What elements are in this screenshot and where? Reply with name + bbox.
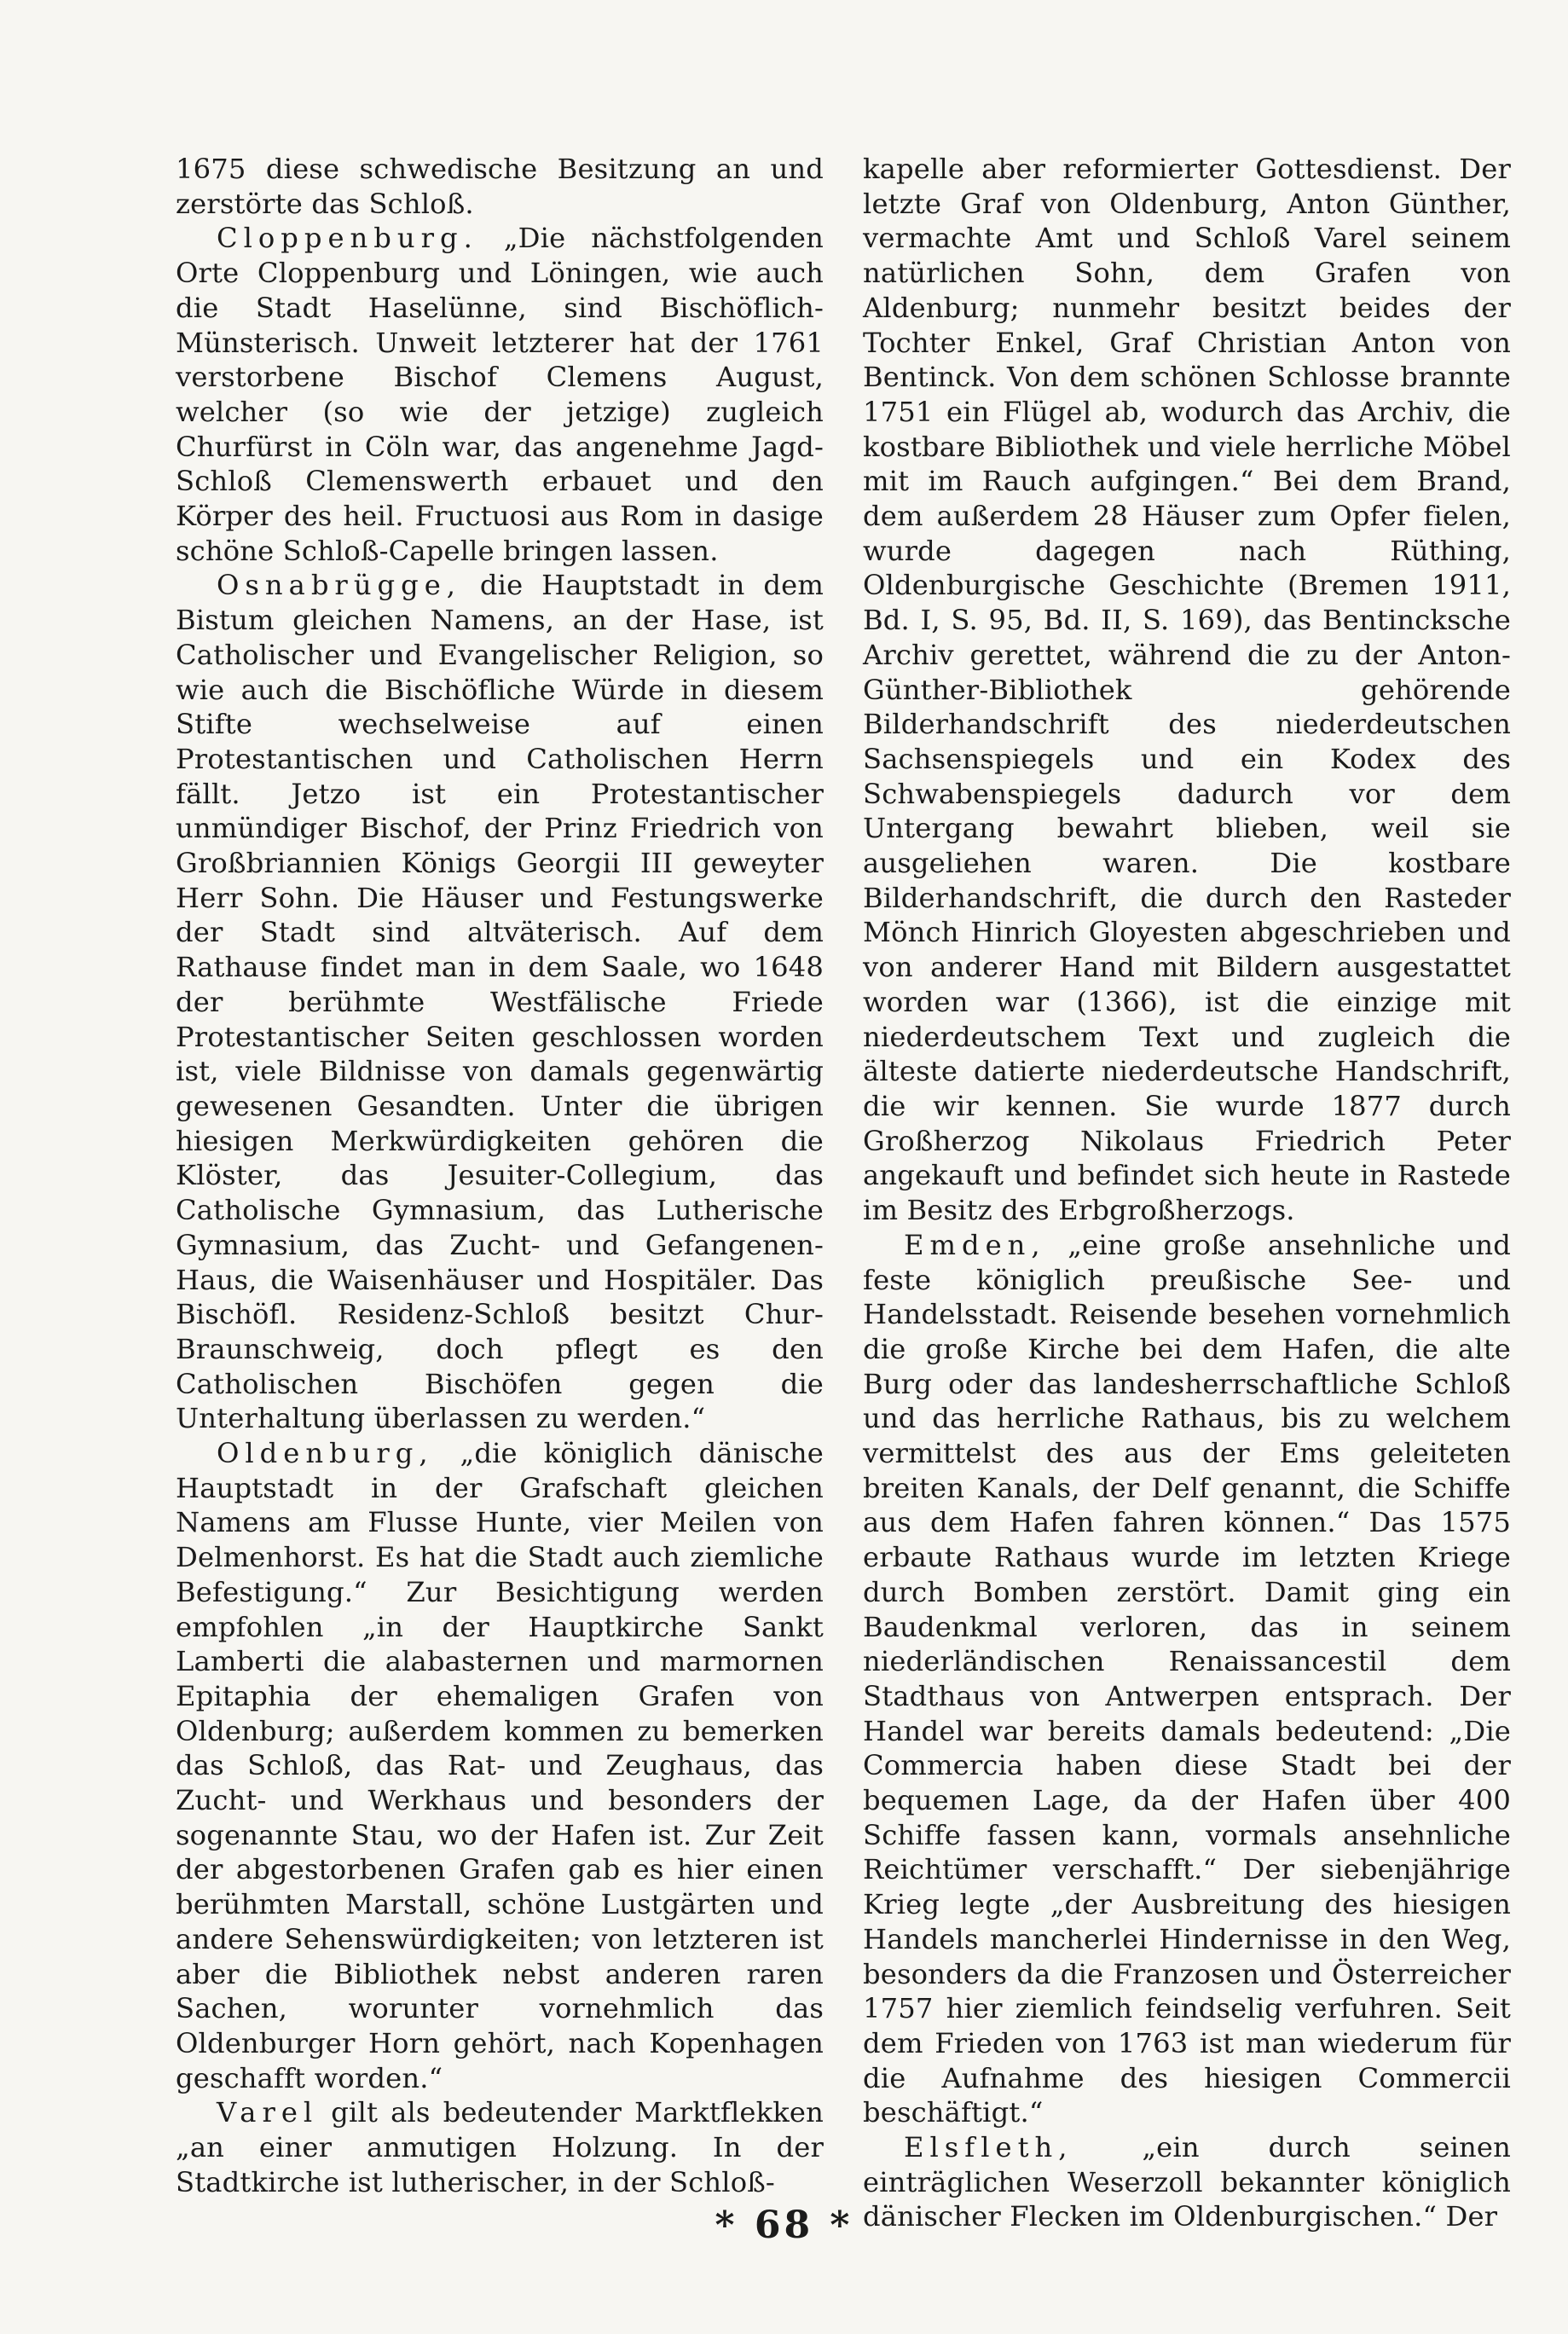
paragraph-osnabruegge: [176, 568, 824, 1436]
paragraph-varel-continued: [863, 152, 1511, 1228]
place-heading-oldenburg: Oldenburg,: [217, 1437, 434, 1470]
place-heading-elsfleth: Elsfleth,: [904, 2131, 1073, 2164]
paragraph-cloppenburg: [176, 221, 824, 568]
page-number: * 68 *: [715, 2204, 853, 2247]
place-heading-emden: Emden,: [904, 1228, 1046, 1261]
paragraph-text: 1675 diese schwedische Besitzung an und zerstörte das Schloß.: [176, 153, 824, 220]
paragraph-oldenburg: [176, 1436, 824, 2095]
paragraph-text: kapelle aber reformierter Gottesdienst. Der letzte Graf von Oldenburg, Anton Günther, vermachte Amt und Schloß Varel seinem natürlichen Sohn, dem Grafen von Aldenburg; nunmehr besitzt beides der Tochter Enkel, Graf Christian Anton von Bentinck. Von dem schönen Schlosse brannte 1751 ein Flügel ab, wodurch das Archiv, die kostbare Bibliothek und viele herrliche Möbel mit im Rauch aufgingen.“ Bei dem Brand, dem außerdem 28 Häuser zum Opfer fielen, wurde dagegen nach Rüthing, Oldenburgische Geschichte (Bremen 1911, Bd. I, S. 95, Bd. II, S. 169), das Bentinckschе Archiv gerettet, während die zu der Anton-Günther-Bibliothek gehörende Bilderhandschrift des niederdeutschen Sachsenspiegels und ein Kodex des Schwabenspiegels dadurch vor dem Untergang bewahrt blieben, weil sie ausgeliehen waren. Die kostbare Bilderhandschrift, die durch den Rasteder Mönch Hinrich Gloyesten abgeschrieben und von anderer Hand mit Bildern ausgestattet worden war (1366), ist die einzige mit niederdeutschem Text und zugleich die älteste datierte niederdeutsche Handschrift, die wir kennen. Sie wurde 1877 durch Großherzog Nikolaus Friedrich Peter angekauft und befindet sich heute in Rastede im Besitz des Erbgroßherzogs.: [863, 153, 1511, 1227]
paragraph-emden: [863, 1228, 1511, 2130]
paragraph-text: „Die nächstfolgenden Orte Cloppenburg und Löningen, wie auch die Stadt Haselünne, sind Bischöflich-Münsterisch. Unweit letzterer hat der 1761 verstorbene Bischof Clemens August, welcher (so wie der jetzige) zugleich Churfürst in Cöln war, das angenehme Jagd-Schloß Clemenswerth erbauet und den Körper des heil. Fructuosi aus Rom in dasige schöne Schloß-Capelle bringen lassen.: [176, 222, 824, 567]
left-column: [176, 152, 824, 2199]
paragraph-text: „die königlich dänische Hauptstadt in der Grafschaft gleichen Namens am Flusse Hunte, vier Meilen von Delmenhorst. Es hat die Stadt auch ziemliche Befestigung.“ Zur Besichtigung werden empfohlen „in der Hauptkirche Sankt Lamberti die alabasternen und marmornen Epitaphia der ehemaligen Grafen von Oldenburg; außerdem kommen zu bemerken das Schloß, das Rat- und Zeughaus, das Zucht- und Werkhaus und besonders der sogenannte Stau, wo der Hafen ist. Zur Zeit der abgestorbenen Grafen gab es hier einen berühmten Marstall, schöne Lustgärten und andere Sehenswürdigkeiten; von letzteren ist aber die Bibliothek nebst anderen raren Sachen, worunter vornehmlich das Oldenburger Horn gehört, nach Kopenhagen geschafft worden.“: [176, 1437, 824, 2094]
paragraph-text: „ein durch seinen einträglichen Weserzoll bekannter königlich dänischer Flecken im Oldenburgischen.“ Der: [863, 2131, 1511, 2233]
paragraph-varel: [176, 2095, 824, 2199]
place-heading-cloppenburg: Cloppenburg.: [217, 222, 478, 255]
paragraph-text: gilt als bedeutender Marktflekken „an einer anmutigen Holzung. In der Stadtkirche ist lutherischer, in der Schloß-: [176, 2096, 824, 2198]
right-column: [863, 152, 1511, 2234]
place-heading-osnabruegge: Osnabrügge,: [217, 569, 462, 602]
paragraph-text: „eine große ansehnliche und feste königlich preußische See- und Handelsstadt. Reisende besehen vornehmlich die große Kirche bei dem Hafen, die alte Burg oder das landesherrschaftliche Schloß und das herrliche Rathaus, bis zu welchem vermittelst des aus der Ems geleiteten breiten Kanals, der Delf genannt, die Schiffe aus dem Hafen fahren können.“ Das 1575 erbaute Rathaus wurde im letzten Kriege durch Bomben zerstört. Damit ging ein Baudenkmal verloren, das in seinem niederländischen Renaissancestil dem Stadthaus von Antwerpen entsprach. Der Handel war bereits damals bedeutend: „Die Commercia haben diese Stadt bei der bequemen Lage, da der Hafen über 400 Schiffe fassen kann, vormals ansehnliche Reichtümer verschafft.“ Der siebenjährige Krieg legte „der Ausbreitung des hiesigen Handels mancherlei Hindernisse in den Weg, besonders da die Franzosen und Österreicher 1757 hier ziemlich feindselig verfuhren. Seit dem Frieden von 1763 ist man wiederum für die Aufnahme des hiesigen Commercii beschäftigt.“: [863, 1228, 1511, 2129]
place-heading-varel: Varel: [217, 2096, 319, 2129]
paragraph-schloss-ending: [176, 152, 824, 221]
paragraph-text: die Hauptstadt in dem Bistum gleichen Namens, an der Hase, ist Catholischer und Evangelischer Religion, so wie auch die Bischöfliche Würde in diesem Stifte wechselweise auf einen Protestantischen und Catholischen Herrn fällt. Jetzo ist ein Protestantischer unmündiger Bischof, der Prinz Friedrich von Großbriannien Königs Georgii III geweyter Herr Sohn. Die Häuser und Festungswerke der Stadt sind altväterisch. Auf dem Rathause findet man in dem Saale, wo 1648 der berühmte Westfälische Friede Protestantischer Seiten geschlossen worden ist, viele Bildnisse von damals gegenwärtig gewesenen Gesandten. Unter die übrigen hiesigen Merkwürdigkeiten gehören die Klöster, das Jesuiter-Collegium, das Catholische Gymnasium, das Lutherische Gymnasium, das Zucht- und Gefangenen-Haus, die Waisenhäuser und Hospitäler. Das Bischöfl. Residenz-Schloß besitzt Chur-Braunschweig, doch pflegt es den Catholischen Bischöfen gegen die Unterhaltung überlassen zu werden.“: [176, 569, 824, 1435]
